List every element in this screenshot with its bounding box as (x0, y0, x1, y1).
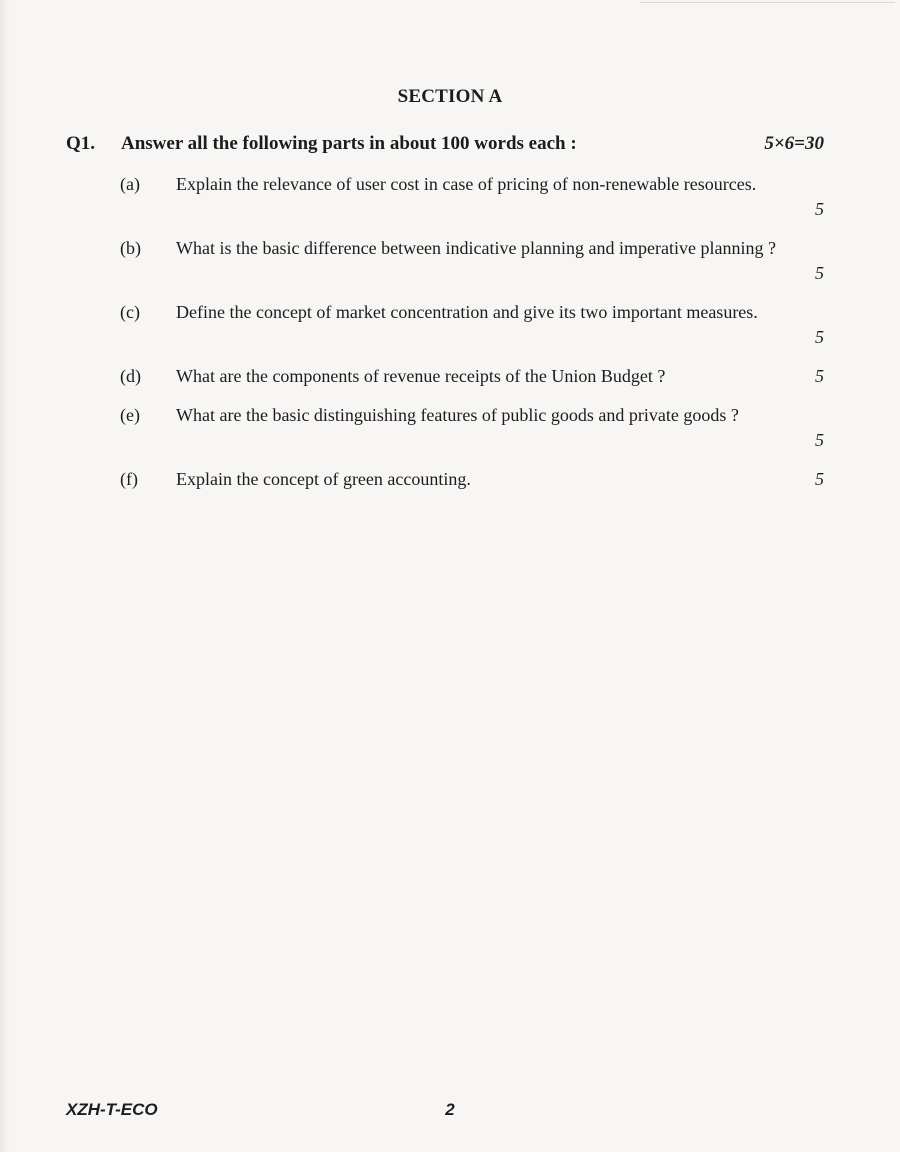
part-text: Explain the concept of green accounting. (176, 469, 471, 489)
part-label: (c) (120, 302, 140, 322)
question-part-e (120, 403, 824, 453)
question-part-d (120, 364, 824, 389)
question-instruction: Answer all the following parts in about 100 words each : (121, 133, 577, 154)
part-mark: 5 (815, 263, 824, 283)
question-part-f (120, 467, 824, 492)
page-number: 2 (445, 1100, 455, 1119)
part-label: (d) (120, 366, 141, 386)
part-label: (e) (120, 405, 140, 425)
paper-code: XZH-T-ECO (66, 1100, 158, 1119)
page-edge-line (640, 2, 895, 3)
part-mark: 5 (815, 199, 824, 219)
part-text: What are the components of revenue receipts of the Union Budget ? (176, 366, 666, 386)
page-edge (0, 0, 10, 1152)
question-header (66, 133, 824, 159)
part-mark: 5 (815, 469, 824, 489)
part-text: What is the basic difference between indicative planning and imperative planning ? (176, 238, 776, 258)
section-title: SECTION A (397, 86, 503, 107)
part-text: Explain the relevance of user cost in case of pricing of non-renewable resources. (176, 174, 757, 194)
question-part-c (120, 300, 824, 350)
part-text: What are the basic distinguishing features of public goods and private goods ? (176, 405, 739, 425)
question-marks: 5×6=30 (764, 133, 824, 154)
question-part-b (120, 236, 824, 286)
part-label: (b) (120, 238, 141, 258)
part-text: Define the concept of market concentration and give its two important measures. (176, 302, 758, 322)
part-label: (a) (120, 174, 140, 194)
question-number: Q1. (66, 133, 96, 154)
part-mark: 5 (815, 327, 824, 347)
part-mark: 5 (815, 430, 824, 450)
part-label: (f) (120, 469, 138, 489)
part-mark: 5 (815, 366, 824, 386)
question-part-a (120, 172, 824, 222)
